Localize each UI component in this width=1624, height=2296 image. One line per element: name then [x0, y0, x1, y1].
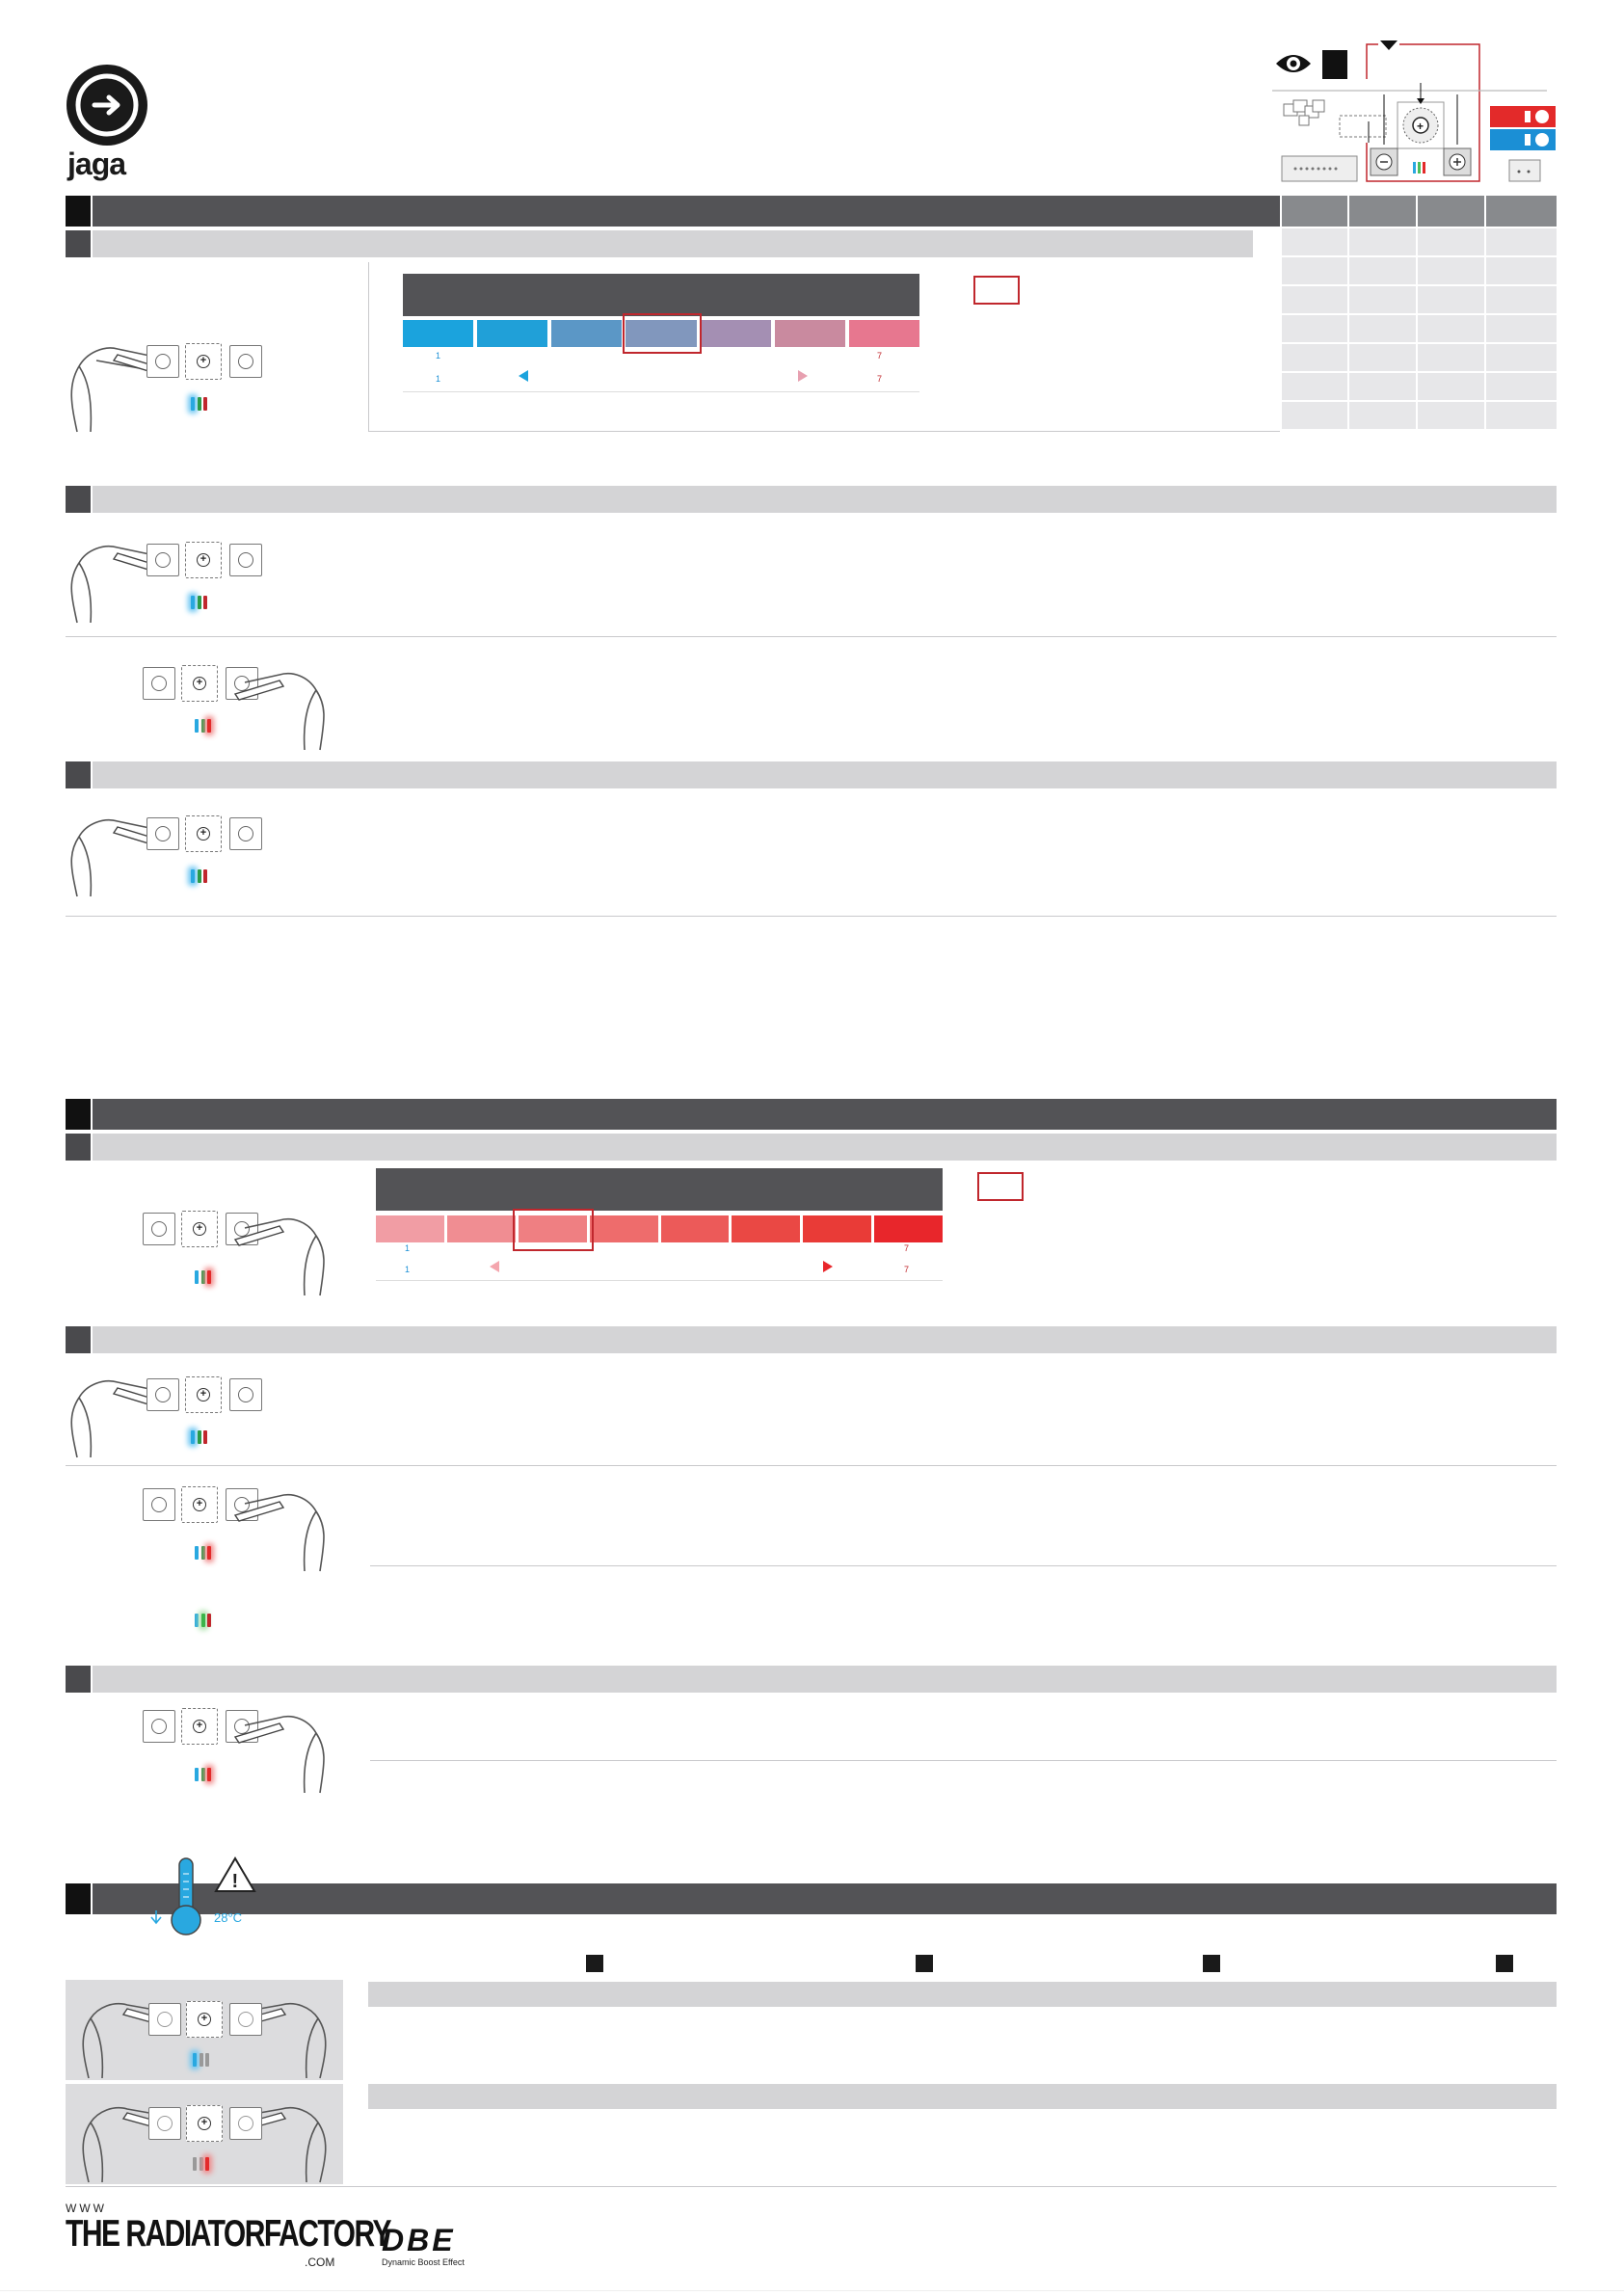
subsection-2b-header [93, 1326, 1557, 1353]
control-group-1a [58, 328, 289, 434]
center-button[interactable]: + [186, 2001, 223, 2038]
minus-button[interactable] [146, 345, 179, 378]
scale-segment-6 [775, 320, 845, 347]
logo-dotcom: .COM [305, 2256, 335, 2269]
led-red-active-icon [195, 1768, 212, 1781]
thermometer-warning [145, 1855, 280, 1941]
scale-segment-1 [403, 320, 473, 347]
scale-segment-5 [701, 320, 771, 347]
center-button[interactable]: + [185, 1376, 222, 1413]
cooling-scale-max-label: 7 [877, 351, 883, 360]
center-button[interactable]: + [185, 542, 222, 578]
cooling-legend-box [973, 276, 1020, 305]
section-2-header [93, 1099, 1557, 1130]
scale-segment-7 [803, 1215, 871, 1242]
plus-button[interactable] [229, 2107, 262, 2140]
subsection-1a-header [93, 230, 1253, 257]
center-button[interactable]: + [181, 1486, 218, 1523]
right-hand-icon [227, 1477, 343, 1573]
scale-segment-5 [661, 1215, 730, 1242]
subsection-1a-marker [66, 230, 91, 257]
center-button[interactable]: + [185, 815, 222, 852]
plus-button[interactable] [229, 544, 262, 576]
subsection-2c-header [93, 1666, 1557, 1693]
control-group-2b-2 [135, 1477, 366, 1573]
subsection-1b-header [93, 486, 1557, 513]
jaga-logo-mark [66, 64, 148, 147]
dbe-wordmark: DBE [382, 2223, 456, 2257]
plus-button[interactable] [229, 345, 262, 378]
scale-segment-6 [732, 1215, 800, 1242]
right-hand-icon [227, 1698, 343, 1795]
minus-button[interactable] [148, 2107, 181, 2140]
heating-scale-max-label-2: 7 [904, 1265, 910, 1274]
minus-button[interactable] [146, 817, 179, 850]
scale-segment-3 [551, 320, 622, 347]
plus-button[interactable] [229, 817, 262, 850]
left-hand-icon [58, 802, 164, 898]
device-diagram [1272, 37, 1561, 191]
wall-unit [1509, 160, 1540, 181]
section-3-marker [66, 1883, 91, 1914]
heating-range-arrow [490, 1257, 833, 1276]
control-group-1c [58, 802, 289, 898]
reset-panel-heat [66, 2084, 343, 2184]
led-red-active-icon [195, 719, 212, 733]
divider [66, 2186, 1557, 2187]
control-group-1b-1 [58, 528, 289, 625]
divider [370, 1565, 1557, 1566]
left-hand-icon [58, 528, 164, 625]
minus-button[interactable] [148, 2003, 181, 2036]
reset-panel-cool [66, 1980, 343, 2080]
minus-button[interactable] [146, 544, 179, 576]
heating-legend-box [977, 1172, 1024, 1201]
minus-button[interactable] [146, 1378, 179, 1411]
arrow-down-icon [1380, 40, 1398, 50]
cooling-range-arrow [519, 366, 808, 386]
led-blue-active-icon [193, 2053, 210, 2067]
minus-button[interactable] [143, 1710, 175, 1743]
section-3-header [93, 1883, 1557, 1914]
eye-icon [1276, 55, 1311, 72]
heating-scale-min-label: 1 [405, 1243, 411, 1253]
subsection-1b-marker [66, 486, 91, 513]
svg-text:!: ! [231, 1871, 239, 1892]
subsection-2c-marker [66, 1666, 91, 1693]
section-2-marker [66, 1099, 91, 1130]
divider [66, 636, 1557, 637]
led-green-active-icon [195, 1614, 212, 1627]
led-blue-active-icon [191, 1430, 208, 1444]
scale-segment-1 [376, 1215, 444, 1242]
center-button[interactable]: + [181, 1708, 218, 1745]
heating-scale-selection [513, 1209, 594, 1251]
plus-button[interactable] [229, 2003, 262, 2036]
led-blue-active-icon [191, 596, 208, 609]
minus-button[interactable] [143, 1488, 175, 1521]
subsection-1c-marker [66, 761, 91, 788]
center-button[interactable]: + [181, 1211, 218, 1247]
control-group-2c [135, 1698, 366, 1795]
section-1-header [93, 196, 1280, 227]
cooling-scale-max-label-2: 7 [877, 374, 883, 384]
scale-segment-7 [849, 320, 919, 347]
heating-scale-max-label: 7 [904, 1243, 910, 1253]
svg-text:+: + [1417, 120, 1424, 133]
scale-segment-4 [590, 1215, 658, 1242]
led-red-active-icon [193, 2157, 210, 2171]
control-group-1b-2 [135, 655, 366, 752]
jaga-logo [66, 64, 148, 179]
step-marker-4 [1496, 1955, 1513, 1972]
thermometer-icon [179, 1858, 193, 1912]
heating-scale [376, 1215, 943, 1242]
logo-www: WWW [66, 2202, 107, 2215]
subsection-2a-marker [66, 1134, 91, 1161]
cooling-scale-title-bar [403, 274, 919, 316]
cooling-scale-selection [623, 313, 702, 354]
subsection-2a-header [93, 1134, 1557, 1161]
heating-scale-min-label-2: 1 [405, 1265, 411, 1274]
scale-segment-2 [447, 1215, 516, 1242]
section-1-marker [66, 196, 91, 227]
led-indicator-mini [1413, 162, 1425, 174]
led-blue-active-icon [191, 869, 208, 883]
connector-block [1340, 116, 1386, 137]
subsection-1c-header [93, 761, 1557, 788]
step-marker-1 [586, 1955, 603, 1972]
header-black-square [1322, 50, 1347, 79]
logo-radiator-factory: THE RADIATORFACTORY [66, 2213, 391, 2255]
led-blue-active-icon [191, 397, 208, 411]
right-hand-icon [227, 655, 343, 752]
radiator-factory-logo [66, 2202, 391, 2279]
led-red-active-icon [195, 1546, 212, 1560]
thermometer-temperature: 28°C [214, 1910, 243, 1925]
scale-segment-2 [477, 320, 547, 347]
control-group-2a [135, 1201, 366, 1297]
minus-button[interactable] [143, 1213, 175, 1245]
reset-heat-header [368, 2084, 1557, 2109]
plus-button[interactable] [229, 1378, 262, 1411]
cooling-scale-min-label: 1 [436, 351, 441, 360]
step-marker-3 [1203, 1955, 1220, 1972]
center-button[interactable]: + [181, 665, 218, 702]
center-button[interactable]: + [186, 2105, 223, 2142]
right-hand-icon [227, 1201, 343, 1297]
dbe-logo [380, 2223, 515, 2271]
left-hand-icon [58, 1363, 164, 1459]
heating-scale-title-bar [376, 1168, 943, 1211]
divider [66, 1465, 1557, 1466]
reset-cool-header [368, 1982, 1557, 2007]
brand-name: jaga [67, 147, 126, 181]
left-hand-icon [58, 328, 164, 434]
subsection-2b-marker [66, 1326, 91, 1353]
step-marker-2 [916, 1955, 933, 1972]
scale-segment-8 [874, 1215, 943, 1242]
divider [66, 916, 1557, 917]
minus-button[interactable] [143, 667, 175, 700]
cooling-scale-min-label-2: 1 [436, 374, 441, 384]
led-red-active-icon [195, 1270, 212, 1284]
control-group-2b-1 [58, 1363, 289, 1459]
divider [370, 1760, 1557, 1761]
dbe-tagline: Dynamic Boost Effect [382, 2257, 465, 2267]
settings-table [1282, 196, 1557, 432]
center-button[interactable]: + [185, 343, 222, 380]
